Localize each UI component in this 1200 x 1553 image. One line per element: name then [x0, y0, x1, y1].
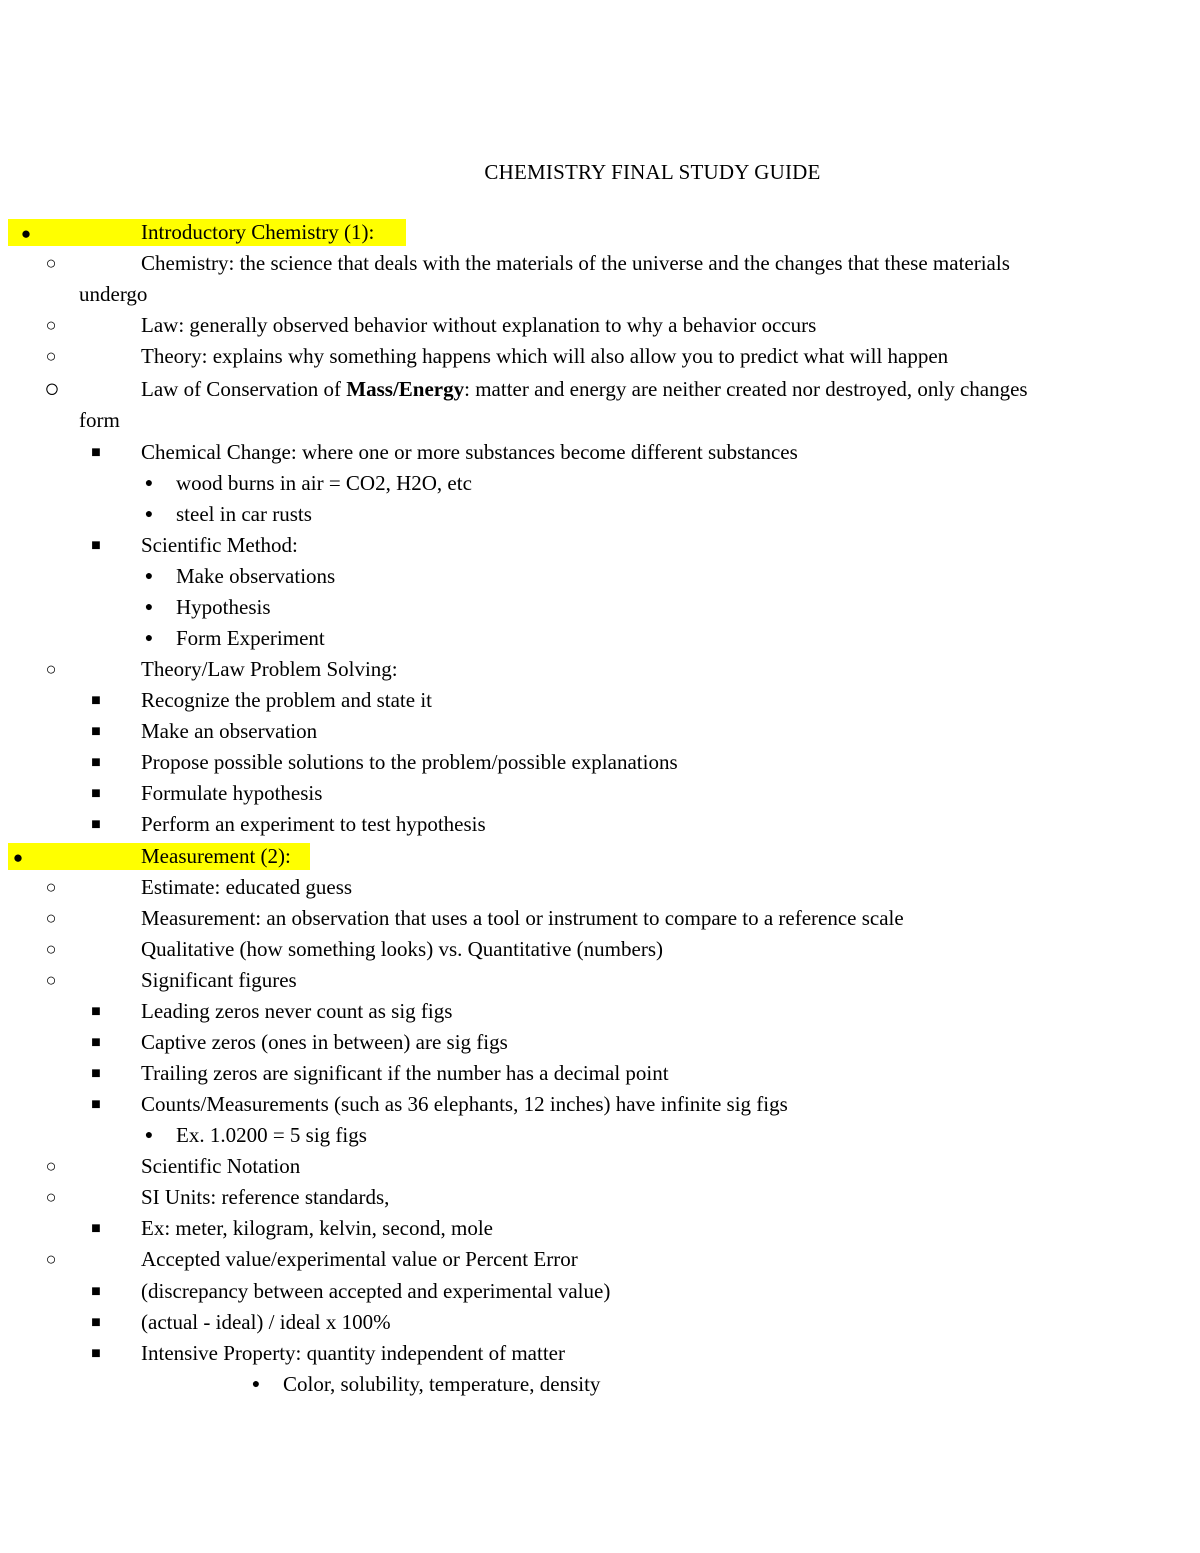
list-item-text: (actual - ideal) / ideal x 100%	[141, 1310, 391, 1334]
list-item-text: Theory/Law Problem Solving:	[141, 657, 398, 681]
bullet-icon: ○	[45, 253, 57, 273]
bullet-icon: ●	[251, 1377, 261, 1392]
list-item	[0, 1276, 1200, 1307]
list-item	[0, 1182, 1200, 1213]
list-item	[0, 747, 1200, 778]
bold-text-run: Mass/Energy	[346, 377, 465, 401]
bullet-icon: ●	[144, 631, 154, 646]
list-item	[0, 499, 1200, 530]
bullet-icon: ■	[91, 1034, 101, 1051]
list-item-text: steel in car rusts	[176, 502, 312, 526]
list-item-text: Trailing zeros are significant if the number has a decimal point	[141, 1061, 669, 1085]
list-item-text: Intensive Property: quantity independent of matter	[141, 1341, 565, 1365]
list-item	[0, 561, 1200, 592]
list-item-text: Make observations	[176, 564, 336, 588]
list-item-text: Formulate hypothesis	[141, 781, 323, 805]
list-item-text: SI Units: reference standards,	[141, 1185, 390, 1209]
list-item	[0, 592, 1200, 623]
list-item-text: form	[79, 408, 120, 432]
list-item-text: Counts/Measurements (such as 36 elephants, 12 inches) have infinite sig figs	[141, 1092, 788, 1116]
list-item-text: Hypothesis	[176, 595, 271, 619]
list-item	[0, 341, 1200, 372]
bullet-icon: ■	[91, 1345, 101, 1362]
list-item	[0, 437, 1200, 468]
list-item	[0, 217, 1200, 248]
bullet-icon: ■	[91, 692, 101, 709]
bullet-icon: ●	[20, 224, 32, 243]
list-item	[0, 1120, 1200, 1151]
list-item-text: Theory: explains why something happens which will also allow you to predict what will happen	[141, 344, 949, 368]
list-item-continuation	[0, 279, 1200, 310]
bullet-icon: ●	[144, 476, 154, 491]
list-item	[0, 1213, 1200, 1244]
list-item	[0, 530, 1200, 561]
list-item-text: Propose possible solutions to the problem/possible explanations	[141, 750, 678, 774]
list-item	[0, 1307, 1200, 1338]
list-item-text: (discrepancy between accepted and experimental value)	[141, 1279, 611, 1303]
bullet-icon: ■	[91, 785, 101, 802]
list-item-text: Make an observation	[141, 719, 318, 743]
bullet-icon: ●	[144, 507, 154, 522]
list-item-text: undergo	[79, 282, 148, 306]
list-item-text: Law: generally observed behavior without explanation to why a behavior occurs	[141, 313, 817, 337]
bullet-icon: ○	[45, 1187, 57, 1207]
list-item	[0, 934, 1200, 965]
list-item	[0, 1338, 1200, 1369]
bullet-icon: ■	[91, 1283, 101, 1300]
bullet-icon: ■	[91, 1065, 101, 1082]
bullet-icon: ■	[91, 1314, 101, 1331]
document-title: CHEMISTRY FINAL STUDY GUIDE	[484, 160, 821, 184]
text-run: : matter and energy are neither created nor destroyed, only changes	[464, 377, 1028, 401]
bullet-icon: ■	[91, 1003, 101, 1020]
bullet-icon: ■	[91, 444, 101, 461]
bullet-icon: ■	[91, 816, 101, 833]
list-item	[0, 1058, 1200, 1089]
list-item	[0, 778, 1200, 809]
bullet-icon: ○	[45, 939, 57, 959]
list-item	[0, 1369, 1200, 1400]
section-heading: Measurement (2):	[141, 844, 291, 868]
bullet-icon: ●	[144, 569, 154, 584]
list-item-text: Leading zeros never count as sig figs	[141, 999, 453, 1023]
list-item-text: Recognize the problem and state it	[141, 688, 432, 712]
list-item	[0, 623, 1200, 654]
list-item	[0, 248, 1200, 279]
bullet-icon: ■	[91, 1220, 101, 1237]
list-item-text	[141, 374, 1028, 405]
list-item-text: Chemical Change: where one or more substances become different substances	[141, 440, 798, 464]
list-item-text: wood burns in air = CO2, H2O, etc	[176, 471, 472, 495]
list-item-text: Captive zeros (ones in between) are sig figs	[141, 1030, 508, 1054]
list-item	[0, 872, 1200, 903]
list-item	[0, 654, 1200, 685]
list-item-text: Accepted value/experimental value or Percent Error	[141, 1247, 578, 1271]
list-item	[0, 1244, 1200, 1275]
list-item-continuation	[0, 405, 1200, 436]
list-item	[0, 965, 1200, 996]
list-item-text: Form Experiment	[176, 626, 325, 650]
list-item-text: Measurement: an observation that uses a tool or instrument to compare to a reference scale	[141, 906, 904, 930]
bullet-icon: ■	[91, 1096, 101, 1113]
list-item	[0, 841, 1200, 872]
list-item	[0, 716, 1200, 747]
list-item-text: Scientific Method:	[141, 533, 298, 557]
list-item-text: Scientific Notation	[141, 1154, 301, 1178]
list-item-text: Perform an experiment to test hypothesis	[141, 812, 486, 836]
bullet-icon: ●	[144, 1128, 154, 1143]
list-item-text: Ex. 1.0200 = 5 sig figs	[176, 1123, 367, 1147]
list-item	[0, 310, 1200, 341]
bullet-icon: ○	[45, 970, 57, 990]
list-item-text: Significant figures	[141, 968, 297, 992]
text-run: Law of Conservation of	[141, 377, 347, 401]
bullet-icon: ○	[45, 346, 57, 366]
list-item	[0, 903, 1200, 934]
list-item	[0, 468, 1200, 499]
list-item-text: Color, solubility, temperature, density	[283, 1372, 601, 1396]
bullet-icon: ○	[45, 877, 57, 897]
list-item	[0, 996, 1200, 1027]
list-item	[0, 685, 1200, 716]
bullet-icon: ○	[45, 659, 57, 679]
list-item	[0, 374, 1200, 405]
bullet-icon: ○	[45, 1156, 57, 1176]
section-heading: Introductory Chemistry (1):	[141, 220, 375, 244]
bullet-icon: ○	[45, 908, 57, 928]
bullet-icon: ○	[45, 315, 57, 335]
list-item-text: Qualitative (how something looks) vs. Quantitative (numbers)	[141, 937, 663, 961]
bullet-icon: ■	[91, 754, 101, 771]
bullet-icon: ○	[44, 374, 60, 403]
bullet-icon: ●	[12, 848, 24, 867]
bullet-icon: ■	[91, 723, 101, 740]
list-item-text: Ex: meter, kilogram, kelvin, second, mole	[141, 1216, 493, 1240]
list-item-text: Chemistry: the science that deals with the materials of the universe and the changes that these materials	[141, 251, 1010, 275]
list-item	[0, 809, 1200, 840]
list-item-text: Estimate: educated guess	[141, 875, 353, 899]
list-item	[0, 1089, 1200, 1120]
list-item	[0, 1027, 1200, 1058]
bullet-icon: ●	[144, 600, 154, 615]
bullet-icon: ■	[91, 537, 101, 554]
bullet-icon: ○	[45, 1249, 57, 1269]
list-item	[0, 1151, 1200, 1182]
